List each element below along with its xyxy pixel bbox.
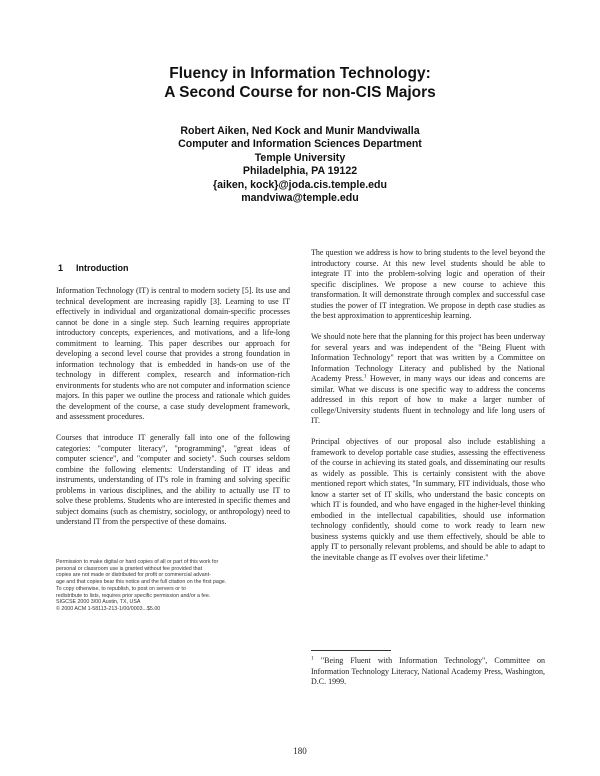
right-column — [311, 248, 545, 574]
right-paragraph-3: Principal objectives of our proposal also include establishing a framework to develop portable case studies, assessing the effectiveness of the course in achieving its stated goals, and disseminating our results as widely as possible. This is certainly consistent with the above mentioned report which states, "In summary, FIT individuals, those who know a starter set of IT skills, who understand the basic concepts on which IT is founded, and who have engaged in the higher-level thinking embodied in the intellectual capabilities, should use information technology confidently, should come to work ready to learn new business systems quickly and use them effectively, should be able to apply IT to personally relevant problems, and should be able to adapt to the inevitable change as IT evolves over their lifetime." — [311, 437, 545, 562]
author-department: Computer and Information Sciences Department — [178, 138, 422, 151]
section-title: Introduction — [76, 263, 129, 273]
right-paragraph-2-text: We should note here that the planning for this project has been underway for several years and was independent of the "Being Fluent with Information Technology" report that was written by a Committee on Information Technology Literacy and published by the National Academy Press. — [311, 332, 545, 383]
author-city: Philadelphia, PA 19122 — [242, 165, 358, 178]
footnote-text: "Being Fluent with Information Technology", Committee on Information Technology Literacy, National Academy Press, Washington, D.C. 1999. — [311, 656, 545, 686]
permission-line: redistribute to lists, requires prior specific permission and/or a fee. — [56, 592, 211, 599]
permission-line: SIGCSE 2000 3/00 Austin, TX, USA — [56, 599, 141, 606]
footnote — [311, 656, 545, 688]
permission-line: age and that copies bear this notice and the full citation on the first page. — [56, 579, 227, 586]
right-paragraph-2 — [311, 332, 545, 427]
author-university: Temple University — [254, 151, 346, 164]
section-number: 1 — [58, 263, 64, 273]
author-names: Robert Aiken, Ned Kock and Munir Mandviwalla — [180, 125, 420, 137]
author-email-2: mandviwa@temple.edu — [241, 192, 359, 205]
right-paragraph-1: The question we address is how to bring students to the level beyond the introductory course. At this new level students should be able to integrate IT into the problem-solving logic and operation of their specific disciplines. We propose a new course to achieve this transformation. It will demonstrate through complex and successful case studies the power of IT integration. We propose in depth case studies as the best approximation to apprenticeship learning. — [311, 248, 545, 320]
permission-line: To copy otherwise, to republish, to post on servers or to — [56, 585, 186, 592]
page-number: 180 — [293, 746, 307, 756]
footnote-mark: 1 — [311, 655, 314, 662]
footnote-divider — [311, 650, 391, 651]
footnote-reference[interactable]: 1 — [363, 373, 367, 380]
permission-notice — [56, 559, 290, 613]
author-email-1: {aiken, kock}@joda.cis.temple.edu — [212, 178, 387, 191]
permission-line: personal or classroom use is granted without fee provided that — [56, 565, 203, 572]
left-column — [56, 263, 290, 538]
title-line-2: A Second Course for non-CIS Majors — [164, 84, 436, 101]
right-paragraph-2-continued: However, in many ways our ideas and concerns are similar. What we discuss is one specific way to address the concerns addressed in this report of how to make a larger number of college/University students fluent in technology and life long users of IT. — [311, 374, 545, 425]
author-block — [0, 125, 600, 205]
title-line-1: Fluency in Information Technology: — [169, 65, 431, 82]
section-heading — [56, 263, 290, 274]
left-paragraph-1: Information Technology (IT) is central to modern society [5]. Its use and technical development are increasing rapidly [3]. Learning to use IT effectively in individual and organizational domain-specific processes cannot be done in a single step. Such learning requires appropriate introductory concepts, experiences, and motivations, and a life-long commitment to learning. This paper describes our approach for developing a second level course that provides a strong foundation in information technology that is embedded in hands-on use of the technology in different complex, research and information-rich environments for students who are not computer and information science majors. In this paper we outline the process and rationale which guides the development of the course, a case study development framework, and assessment procedures. — [56, 286, 290, 421]
paper-title — [0, 64, 600, 102]
permission-line: copies are not made or distributed for profit or commercial advant- — [56, 572, 211, 579]
permission-line: © 2000 ACM 1-58113-213-1/00/0003...$5.00 — [56, 605, 161, 612]
left-paragraph-2: Courses that introduce IT generally fall into one of the following categories: "computer literacy", "programming", "great ideas of computer science", and "computer and society". Such courses seldom combine the following elements: Understanding of IT ideas and instruments, understanding of IT's role in framing and solving specific problems in various disciplines, and the ability to actually use IT to solve these problems. Students who are interested in specific themes and subject domains (such as chemistry, sociology, or anthropology) need to understand IT from the perspective of these domains. — [56, 433, 290, 526]
permission-line: Permission to make digital or hard copies of all or part of this work for — [56, 559, 219, 565]
